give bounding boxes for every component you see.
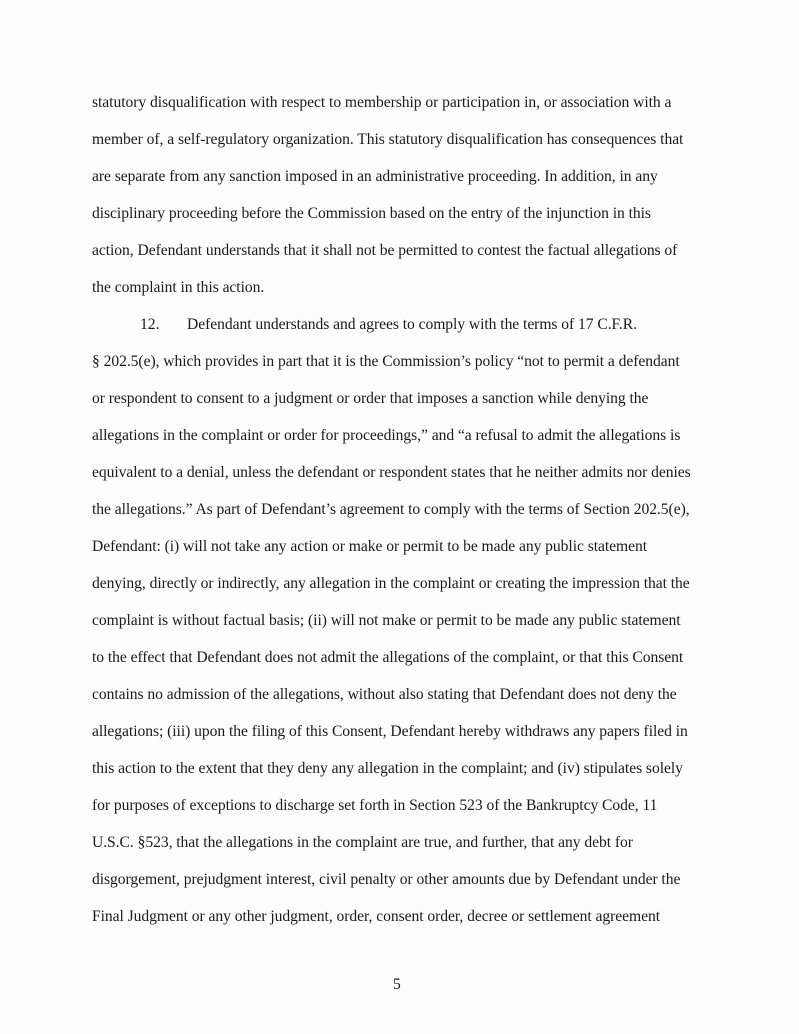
text-line: or respondent to consent to a judgment or order that imposes a sanction while denying the — [92, 390, 649, 407]
text-line: member of, a self-regulatory organization. This statutory disqualification has consequences that — [92, 131, 684, 148]
text-line: are separate from any sanction imposed in an administrative proceeding. In addition, in any — [92, 168, 658, 185]
text-line: allegations; (iii) upon the filing of this Consent, Defendant hereby withdraws any papers filed in — [92, 723, 688, 740]
text-line: action, Defendant understands that it shall not be permitted to contest the factual allegations of — [92, 242, 678, 259]
text-line: Final Judgment or any other judgment, order, consent order, decree or settlement agreement — [92, 908, 660, 925]
text-line: this action to the extent that they deny any allegation in the complaint; and (iv) stipulates solely — [92, 760, 683, 777]
text-line: disgorgement, prejudgment interest, civil penalty or other amounts due by Defendant under the — [92, 871, 681, 888]
text-line: allegations in the complaint or order for proceedings,” and “a refusal to admit the allegations is — [92, 427, 681, 444]
text-line: Defendant: (i) will not take any action or make or permit to be made any public statement — [92, 538, 648, 555]
text-line: the complaint in this action. — [92, 279, 265, 296]
paragraph-number: 12. — [140, 316, 160, 333]
paragraph-first-line: Defendant understands and agrees to comply with the terms of 17 C.F.R. — [187, 316, 637, 333]
text-line: contains no admission of the allegations, without also stating that Defendant does not deny the — [92, 686, 677, 703]
text-line: to the effect that Defendant does not admit the allegations of the complaint, or that this Consent — [92, 649, 684, 666]
text-line: for purposes of exceptions to discharge set forth in Section 523 of the Bankruptcy Code, 11 — [92, 797, 658, 814]
text-line: statutory disqualification with respect to membership or participation in, or association with a — [92, 94, 672, 111]
text-line: U.S.C. §523, that the allegations in the complaint are true, and further, that any debt for — [92, 834, 633, 851]
text-line: disciplinary proceeding before the Commission based on the entry of the injunction in this — [92, 205, 651, 222]
text-line: the allegations.” As part of Defendant’s agreement to comply with the terms of Section 202.5(e), — [92, 501, 690, 518]
text-line: complaint is without factual basis; (ii) will not make or permit to be made any public statement — [92, 612, 681, 629]
text-line: denying, directly or indirectly, any allegation in the complaint or creating the impression that the — [92, 575, 690, 592]
text-line: equivalent to a denial, unless the defendant or respondent states that he neither admits nor denies — [92, 464, 691, 481]
text-line: § 202.5(e), which provides in part that it is the Commission’s policy “not to permit a defendant — [92, 353, 680, 370]
page-number: 5 — [393, 976, 401, 993]
